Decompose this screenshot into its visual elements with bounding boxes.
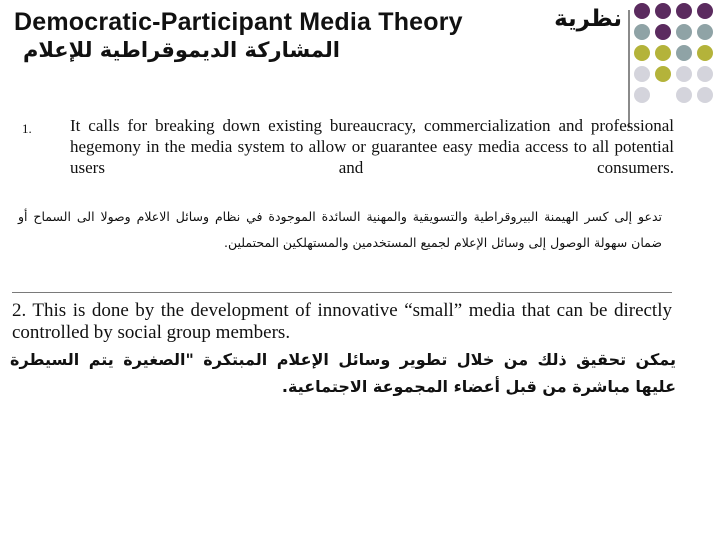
point-2-arabic-text: يمكن تحقيق ذلك من خلال تطوير وسائل الإعلام المبتكرة "الصغيرة يتم السيطرة عليها مباشرة من قبل أعضاء المجموعة الاجتماعية. xyxy=(10,350,676,396)
decorative-dot xyxy=(676,87,692,103)
section-divider xyxy=(12,292,672,293)
decorative-dot xyxy=(655,3,671,19)
decorative-dot xyxy=(697,45,713,61)
decorative-dot xyxy=(655,24,671,40)
decorative-dot xyxy=(634,66,650,82)
point-1 xyxy=(22,115,674,199)
slide-title-arabic-line2: المشاركة الديموقراطية للإعلام xyxy=(22,38,340,62)
decorative-dot xyxy=(697,87,713,103)
decorative-dot xyxy=(655,45,671,61)
decorative-dot xyxy=(697,3,713,19)
slide-title-arabic-line1: نظرية xyxy=(554,6,622,32)
point-2-english-text: 2. This is done by the development of innovative “small” media that can be directly controlled by social group members. xyxy=(12,300,672,343)
decorative-dot xyxy=(697,24,713,40)
decorative-dot xyxy=(676,3,692,19)
decorative-dot xyxy=(655,66,671,82)
point-1-arabic-text: تدعو إلى كسر الهيمنة البيروقراطية والتسويقية والمهنية السائدة الموجودة في نظام وسائل الاعلام وصولا الى السماح أو ضمان سهولة الوصول إلى وسائل الإعلام لجميع المستخدمين والمستهلكين المحتملين. xyxy=(18,209,662,250)
decorative-dot xyxy=(697,66,713,82)
point-1-english-text: It calls for breaking down existing bureaucracy, commercialization and professional hegemony in the media system to allow or guarantee easy media access to all potential users and consumers. xyxy=(70,116,674,177)
decorative-dot xyxy=(634,3,650,19)
decorative-dot xyxy=(634,24,650,40)
decorative-dot xyxy=(634,45,650,61)
decorative-dot xyxy=(634,87,650,103)
decorative-dot xyxy=(676,24,692,40)
slide-title-english: Democratic-Participant Media Theory xyxy=(14,8,463,36)
decorative-dot xyxy=(676,45,692,61)
decorative-dot xyxy=(676,66,692,82)
decorative-divider xyxy=(628,10,630,128)
point-1-number: 1. xyxy=(22,121,32,136)
